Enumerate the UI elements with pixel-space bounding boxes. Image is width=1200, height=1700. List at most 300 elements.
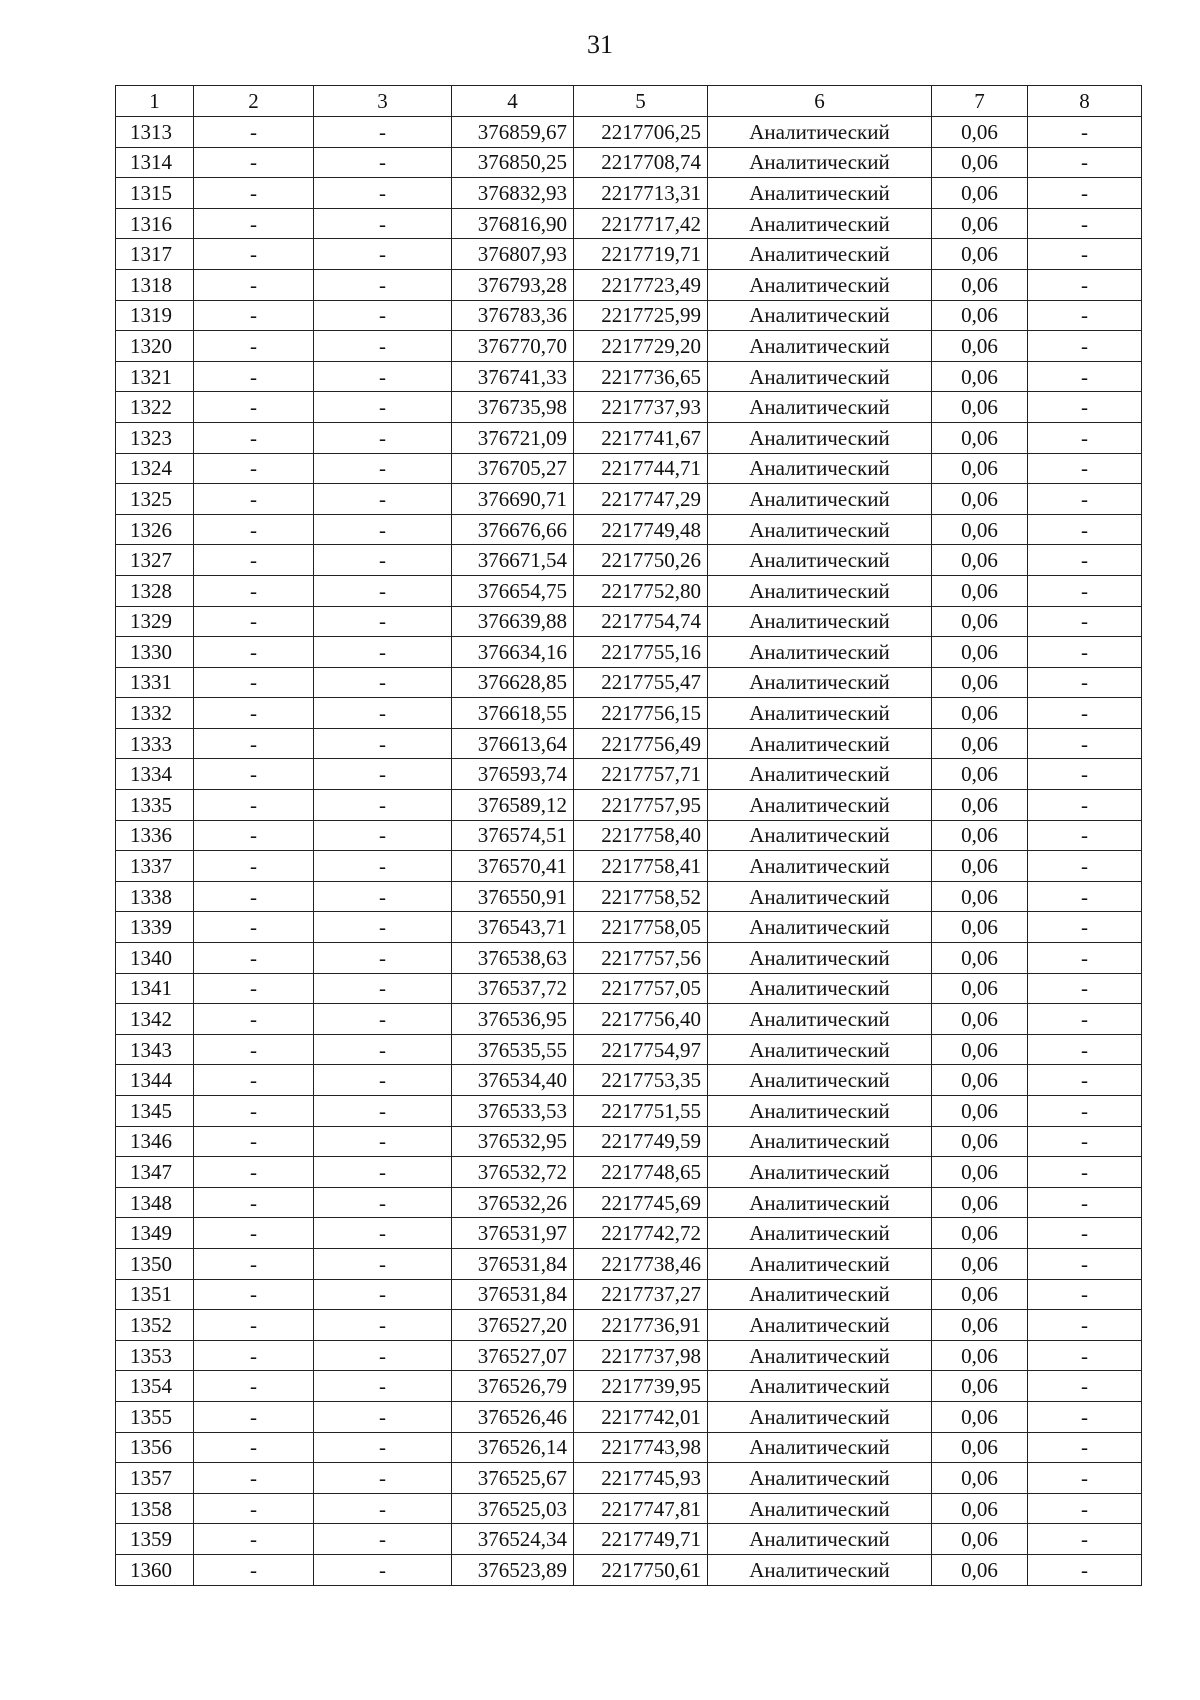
point-number-cell: 1351: [116, 1279, 194, 1310]
col3-cell: -: [314, 790, 452, 821]
col2-cell: -: [194, 300, 314, 331]
method-cell: Аналитический: [708, 1463, 932, 1494]
accuracy-cell: 0,06: [932, 973, 1028, 1004]
table-header-row: [116, 86, 1142, 117]
table-row: [116, 239, 1142, 270]
accuracy-cell: 0,06: [932, 1218, 1028, 1249]
col2-cell: -: [194, 1034, 314, 1065]
y-coordinate-cell: 2217750,26: [574, 545, 708, 576]
accuracy-cell: 0,06: [932, 790, 1028, 821]
col8-cell: -: [1028, 484, 1142, 515]
x-coordinate-cell: 376741,33: [452, 361, 574, 392]
x-coordinate-cell: 376705,27: [452, 453, 574, 484]
point-number-cell: 1335: [116, 790, 194, 821]
col8-cell: -: [1028, 667, 1142, 698]
col3-cell: -: [314, 1157, 452, 1188]
accuracy-cell: 0,06: [932, 728, 1028, 759]
table-row: [116, 514, 1142, 545]
col8-cell: -: [1028, 881, 1142, 912]
table-row: [116, 820, 1142, 851]
x-coordinate-cell: 376850,25: [452, 147, 574, 178]
x-coordinate-cell: 376536,95: [452, 1004, 574, 1035]
x-coordinate-cell: 376532,26: [452, 1187, 574, 1218]
col2-cell: -: [194, 1004, 314, 1035]
x-coordinate-cell: 376832,93: [452, 178, 574, 209]
table-row: [116, 392, 1142, 423]
table-row: [116, 1371, 1142, 1402]
col3-cell: -: [314, 820, 452, 851]
y-coordinate-cell: 2217737,93: [574, 392, 708, 423]
accuracy-cell: 0,06: [932, 1554, 1028, 1585]
col8-cell: -: [1028, 178, 1142, 209]
col2-cell: -: [194, 820, 314, 851]
col2-cell: -: [194, 1554, 314, 1585]
accuracy-cell: 0,06: [932, 208, 1028, 239]
point-number-cell: 1356: [116, 1432, 194, 1463]
accuracy-cell: 0,06: [932, 637, 1028, 668]
col2-cell: -: [194, 392, 314, 423]
col3-cell: -: [314, 484, 452, 515]
accuracy-cell: 0,06: [932, 1157, 1028, 1188]
method-cell: Аналитический: [708, 147, 932, 178]
x-coordinate-cell: 376527,20: [452, 1310, 574, 1341]
accuracy-cell: 0,06: [932, 1279, 1028, 1310]
accuracy-cell: 0,06: [932, 239, 1028, 270]
method-cell: Аналитический: [708, 178, 932, 209]
y-coordinate-cell: 2217756,49: [574, 728, 708, 759]
table-row: [116, 1218, 1142, 1249]
method-cell: Аналитический: [708, 667, 932, 698]
col2-cell: -: [194, 361, 314, 392]
col8-cell: -: [1028, 147, 1142, 178]
accuracy-cell: 0,06: [932, 392, 1028, 423]
x-coordinate-cell: 376639,88: [452, 606, 574, 637]
y-coordinate-cell: 2217742,72: [574, 1218, 708, 1249]
method-cell: Аналитический: [708, 790, 932, 821]
y-coordinate-cell: 2217749,71: [574, 1524, 708, 1555]
col8-cell: -: [1028, 1340, 1142, 1371]
method-cell: Аналитический: [708, 881, 932, 912]
accuracy-cell: 0,06: [932, 1096, 1028, 1127]
col8-cell: -: [1028, 1493, 1142, 1524]
col8-cell: -: [1028, 331, 1142, 362]
accuracy-cell: 0,06: [932, 1310, 1028, 1341]
accuracy-cell: 0,06: [932, 1463, 1028, 1494]
col3-cell: -: [314, 1187, 452, 1218]
col2-cell: -: [194, 1218, 314, 1249]
accuracy-cell: 0,06: [932, 1065, 1028, 1096]
point-number-cell: 1316: [116, 208, 194, 239]
accuracy-cell: 0,06: [932, 422, 1028, 453]
point-number-cell: 1329: [116, 606, 194, 637]
table-row: [116, 545, 1142, 576]
col8-cell: -: [1028, 269, 1142, 300]
method-cell: Аналитический: [708, 300, 932, 331]
col3-cell: -: [314, 1065, 452, 1096]
method-cell: Аналитический: [708, 331, 932, 362]
y-coordinate-cell: 2217757,56: [574, 943, 708, 974]
y-coordinate-cell: 2217753,35: [574, 1065, 708, 1096]
accuracy-cell: 0,06: [932, 881, 1028, 912]
table-row: [116, 1432, 1142, 1463]
point-number-cell: 1334: [116, 759, 194, 790]
col8-cell: -: [1028, 790, 1142, 821]
table-row: [116, 361, 1142, 392]
col2-cell: -: [194, 422, 314, 453]
col2-cell: -: [194, 973, 314, 1004]
table-row: [116, 1310, 1142, 1341]
table-row: [116, 1034, 1142, 1065]
x-coordinate-cell: 376535,55: [452, 1034, 574, 1065]
col8-cell: -: [1028, 1554, 1142, 1585]
col3-cell: -: [314, 881, 452, 912]
point-number-cell: 1315: [116, 178, 194, 209]
x-coordinate-cell: 376783,36: [452, 300, 574, 331]
col2-cell: -: [194, 1401, 314, 1432]
method-cell: Аналитический: [708, 575, 932, 606]
table-row: [116, 1493, 1142, 1524]
method-cell: Аналитический: [708, 851, 932, 882]
x-coordinate-cell: 376793,28: [452, 269, 574, 300]
col2-cell: -: [194, 453, 314, 484]
col8-cell: -: [1028, 851, 1142, 882]
accuracy-cell: 0,06: [932, 269, 1028, 300]
method-cell: Аналитический: [708, 943, 932, 974]
accuracy-cell: 0,06: [932, 1004, 1028, 1035]
col8-cell: -: [1028, 912, 1142, 943]
col3-cell: -: [314, 637, 452, 668]
x-coordinate-cell: 376570,41: [452, 851, 574, 882]
point-number-cell: 1357: [116, 1463, 194, 1494]
x-coordinate-cell: 376526,79: [452, 1371, 574, 1402]
x-coordinate-cell: 376859,67: [452, 117, 574, 148]
col8-cell: -: [1028, 1248, 1142, 1279]
point-number-cell: 1326: [116, 514, 194, 545]
y-coordinate-cell: 2217758,05: [574, 912, 708, 943]
table-row: [116, 606, 1142, 637]
accuracy-cell: 0,06: [932, 1371, 1028, 1402]
x-coordinate-cell: 376593,74: [452, 759, 574, 790]
accuracy-cell: 0,06: [932, 759, 1028, 790]
col2-cell: -: [194, 178, 314, 209]
x-coordinate-cell: 376532,72: [452, 1157, 574, 1188]
y-coordinate-cell: 2217758,40: [574, 820, 708, 851]
col8-cell: -: [1028, 1034, 1142, 1065]
x-coordinate-cell: 376532,95: [452, 1126, 574, 1157]
col3-cell: -: [314, 514, 452, 545]
y-coordinate-cell: 2217737,27: [574, 1279, 708, 1310]
method-cell: Аналитический: [708, 1401, 932, 1432]
col2-cell: -: [194, 1126, 314, 1157]
method-cell: Аналитический: [708, 820, 932, 851]
col8-cell: -: [1028, 973, 1142, 1004]
method-cell: Аналитический: [708, 1310, 932, 1341]
column-header-1: 1: [116, 86, 194, 117]
table-row: [116, 667, 1142, 698]
col2-cell: -: [194, 545, 314, 576]
table-row: [116, 1554, 1142, 1585]
col8-cell: -: [1028, 239, 1142, 270]
col8-cell: -: [1028, 514, 1142, 545]
col3-cell: -: [314, 361, 452, 392]
y-coordinate-cell: 2217739,95: [574, 1371, 708, 1402]
y-coordinate-cell: 2217717,42: [574, 208, 708, 239]
col3-cell: -: [314, 1310, 452, 1341]
col8-cell: -: [1028, 1065, 1142, 1096]
y-coordinate-cell: 2217736,65: [574, 361, 708, 392]
x-coordinate-cell: 376671,54: [452, 545, 574, 576]
col3-cell: -: [314, 147, 452, 178]
col3-cell: -: [314, 1004, 452, 1035]
x-coordinate-cell: 376589,12: [452, 790, 574, 821]
col8-cell: -: [1028, 1096, 1142, 1127]
accuracy-cell: 0,06: [932, 1524, 1028, 1555]
x-coordinate-cell: 376574,51: [452, 820, 574, 851]
table-row: [116, 300, 1142, 331]
table-row: [116, 1463, 1142, 1494]
x-coordinate-cell: 376538,63: [452, 943, 574, 974]
y-coordinate-cell: 2217755,16: [574, 637, 708, 668]
col2-cell: -: [194, 637, 314, 668]
point-number-cell: 1355: [116, 1401, 194, 1432]
accuracy-cell: 0,06: [932, 331, 1028, 362]
y-coordinate-cell: 2217736,91: [574, 1310, 708, 1341]
column-header-5: 5: [574, 86, 708, 117]
y-coordinate-cell: 2217754,74: [574, 606, 708, 637]
accuracy-cell: 0,06: [932, 178, 1028, 209]
y-coordinate-cell: 2217752,80: [574, 575, 708, 606]
accuracy-cell: 0,06: [932, 300, 1028, 331]
table-row: [116, 973, 1142, 1004]
col3-cell: -: [314, 1463, 452, 1494]
method-cell: Аналитический: [708, 728, 932, 759]
col3-cell: -: [314, 1340, 452, 1371]
y-coordinate-cell: 2217755,47: [574, 667, 708, 698]
table-row: [116, 851, 1142, 882]
col8-cell: -: [1028, 759, 1142, 790]
method-cell: Аналитический: [708, 545, 932, 576]
x-coordinate-cell: 376524,34: [452, 1524, 574, 1555]
method-cell: Аналитический: [708, 1248, 932, 1279]
method-cell: Аналитический: [708, 1126, 932, 1157]
table-row: [116, 117, 1142, 148]
method-cell: Аналитический: [708, 1065, 932, 1096]
col8-cell: -: [1028, 1524, 1142, 1555]
col3-cell: -: [314, 1524, 452, 1555]
point-number-cell: 1343: [116, 1034, 194, 1065]
col3-cell: -: [314, 1126, 452, 1157]
point-number-cell: 1345: [116, 1096, 194, 1127]
column-header-6: 6: [708, 86, 932, 117]
col3-cell: -: [314, 943, 452, 974]
col8-cell: -: [1028, 545, 1142, 576]
method-cell: Аналитический: [708, 912, 932, 943]
y-coordinate-cell: 2217738,46: [574, 1248, 708, 1279]
y-coordinate-cell: 2217749,59: [574, 1126, 708, 1157]
y-coordinate-cell: 2217747,81: [574, 1493, 708, 1524]
point-number-cell: 1324: [116, 453, 194, 484]
table-row: [116, 759, 1142, 790]
method-cell: Аналитический: [708, 759, 932, 790]
x-coordinate-cell: 376533,53: [452, 1096, 574, 1127]
point-number-cell: 1314: [116, 147, 194, 178]
table-row: [116, 912, 1142, 943]
y-coordinate-cell: 2217754,97: [574, 1034, 708, 1065]
point-number-cell: 1337: [116, 851, 194, 882]
accuracy-cell: 0,06: [932, 820, 1028, 851]
table-row: [116, 1279, 1142, 1310]
point-number-cell: 1348: [116, 1187, 194, 1218]
accuracy-cell: 0,06: [932, 361, 1028, 392]
y-coordinate-cell: 2217713,31: [574, 178, 708, 209]
point-number-cell: 1322: [116, 392, 194, 423]
method-cell: Аналитический: [708, 1554, 932, 1585]
x-coordinate-cell: 376690,71: [452, 484, 574, 515]
col3-cell: -: [314, 1554, 452, 1585]
col3-cell: -: [314, 1034, 452, 1065]
table-row: [116, 269, 1142, 300]
col8-cell: -: [1028, 1463, 1142, 1494]
col8-cell: -: [1028, 422, 1142, 453]
accuracy-cell: 0,06: [932, 698, 1028, 729]
x-coordinate-cell: 376531,84: [452, 1248, 574, 1279]
col3-cell: -: [314, 392, 452, 423]
method-cell: Аналитический: [708, 973, 932, 1004]
col8-cell: -: [1028, 637, 1142, 668]
y-coordinate-cell: 2217747,29: [574, 484, 708, 515]
x-coordinate-cell: 376807,93: [452, 239, 574, 270]
table-row: [116, 208, 1142, 239]
method-cell: Аналитический: [708, 514, 932, 545]
y-coordinate-cell: 2217757,05: [574, 973, 708, 1004]
col8-cell: -: [1028, 1187, 1142, 1218]
method-cell: Аналитический: [708, 1340, 932, 1371]
accuracy-cell: 0,06: [932, 1126, 1028, 1157]
point-number-cell: 1313: [116, 117, 194, 148]
col8-cell: -: [1028, 606, 1142, 637]
column-header-7: 7: [932, 86, 1028, 117]
x-coordinate-cell: 376526,14: [452, 1432, 574, 1463]
col3-cell: -: [314, 606, 452, 637]
col2-cell: -: [194, 606, 314, 637]
col2-cell: -: [194, 1524, 314, 1555]
col3-cell: -: [314, 1401, 452, 1432]
x-coordinate-cell: 376735,98: [452, 392, 574, 423]
method-cell: Аналитический: [708, 1432, 932, 1463]
x-coordinate-cell: 376816,90: [452, 208, 574, 239]
y-coordinate-cell: 2217719,71: [574, 239, 708, 270]
method-cell: Аналитический: [708, 698, 932, 729]
x-coordinate-cell: 376721,09: [452, 422, 574, 453]
table-row: [116, 1524, 1142, 1555]
accuracy-cell: 0,06: [932, 147, 1028, 178]
point-number-cell: 1327: [116, 545, 194, 576]
accuracy-cell: 0,06: [932, 667, 1028, 698]
table-row: [116, 943, 1142, 974]
point-number-cell: 1340: [116, 943, 194, 974]
col8-cell: -: [1028, 453, 1142, 484]
col8-cell: -: [1028, 1432, 1142, 1463]
accuracy-cell: 0,06: [932, 1493, 1028, 1524]
col3-cell: -: [314, 453, 452, 484]
accuracy-cell: 0,06: [932, 1401, 1028, 1432]
col8-cell: -: [1028, 1310, 1142, 1341]
point-number-cell: 1339: [116, 912, 194, 943]
point-number-cell: 1360: [116, 1554, 194, 1585]
col2-cell: -: [194, 1371, 314, 1402]
point-number-cell: 1332: [116, 698, 194, 729]
col2-cell: -: [194, 484, 314, 515]
col2-cell: -: [194, 1463, 314, 1494]
y-coordinate-cell: 2217751,55: [574, 1096, 708, 1127]
point-number-cell: 1354: [116, 1371, 194, 1402]
method-cell: Аналитический: [708, 1371, 932, 1402]
col2-cell: -: [194, 269, 314, 300]
accuracy-cell: 0,06: [932, 943, 1028, 974]
col8-cell: -: [1028, 1004, 1142, 1035]
accuracy-cell: 0,06: [932, 1187, 1028, 1218]
col8-cell: -: [1028, 575, 1142, 606]
point-number-cell: 1342: [116, 1004, 194, 1035]
point-number-cell: 1352: [116, 1310, 194, 1341]
col3-cell: -: [314, 331, 452, 362]
table-body: [116, 117, 1142, 1586]
col2-cell: -: [194, 912, 314, 943]
col2-cell: -: [194, 1187, 314, 1218]
col8-cell: -: [1028, 208, 1142, 239]
col3-cell: -: [314, 912, 452, 943]
point-number-cell: 1333: [116, 728, 194, 759]
col8-cell: -: [1028, 361, 1142, 392]
page-number: 31: [587, 30, 613, 59]
point-number-cell: 1350: [116, 1248, 194, 1279]
col3-cell: -: [314, 973, 452, 1004]
x-coordinate-cell: 376634,16: [452, 637, 574, 668]
accuracy-cell: 0,06: [932, 1340, 1028, 1371]
point-number-cell: 1336: [116, 820, 194, 851]
point-number-cell: 1318: [116, 269, 194, 300]
col2-cell: -: [194, 239, 314, 270]
method-cell: Аналитический: [708, 1524, 932, 1555]
method-cell: Аналитический: [708, 392, 932, 423]
accuracy-cell: 0,06: [932, 851, 1028, 882]
col8-cell: -: [1028, 728, 1142, 759]
x-coordinate-cell: 376654,75: [452, 575, 574, 606]
method-cell: Аналитический: [708, 484, 932, 515]
method-cell: Аналитический: [708, 208, 932, 239]
table-row: [116, 422, 1142, 453]
point-number-cell: 1344: [116, 1065, 194, 1096]
y-coordinate-cell: 2217729,20: [574, 331, 708, 362]
col8-cell: -: [1028, 1126, 1142, 1157]
accuracy-cell: 0,06: [932, 117, 1028, 148]
x-coordinate-cell: 376770,70: [452, 331, 574, 362]
col8-cell: -: [1028, 1401, 1142, 1432]
y-coordinate-cell: 2217742,01: [574, 1401, 708, 1432]
table-row: [116, 147, 1142, 178]
col2-cell: -: [194, 1279, 314, 1310]
point-number-cell: 1325: [116, 484, 194, 515]
table-row: [116, 484, 1142, 515]
x-coordinate-cell: 376525,67: [452, 1463, 574, 1494]
table-row: [116, 1401, 1142, 1432]
table-row: [116, 637, 1142, 668]
accuracy-cell: 0,06: [932, 575, 1028, 606]
point-number-cell: 1319: [116, 300, 194, 331]
col2-cell: -: [194, 1340, 314, 1371]
col2-cell: -: [194, 331, 314, 362]
y-coordinate-cell: 2217749,48: [574, 514, 708, 545]
